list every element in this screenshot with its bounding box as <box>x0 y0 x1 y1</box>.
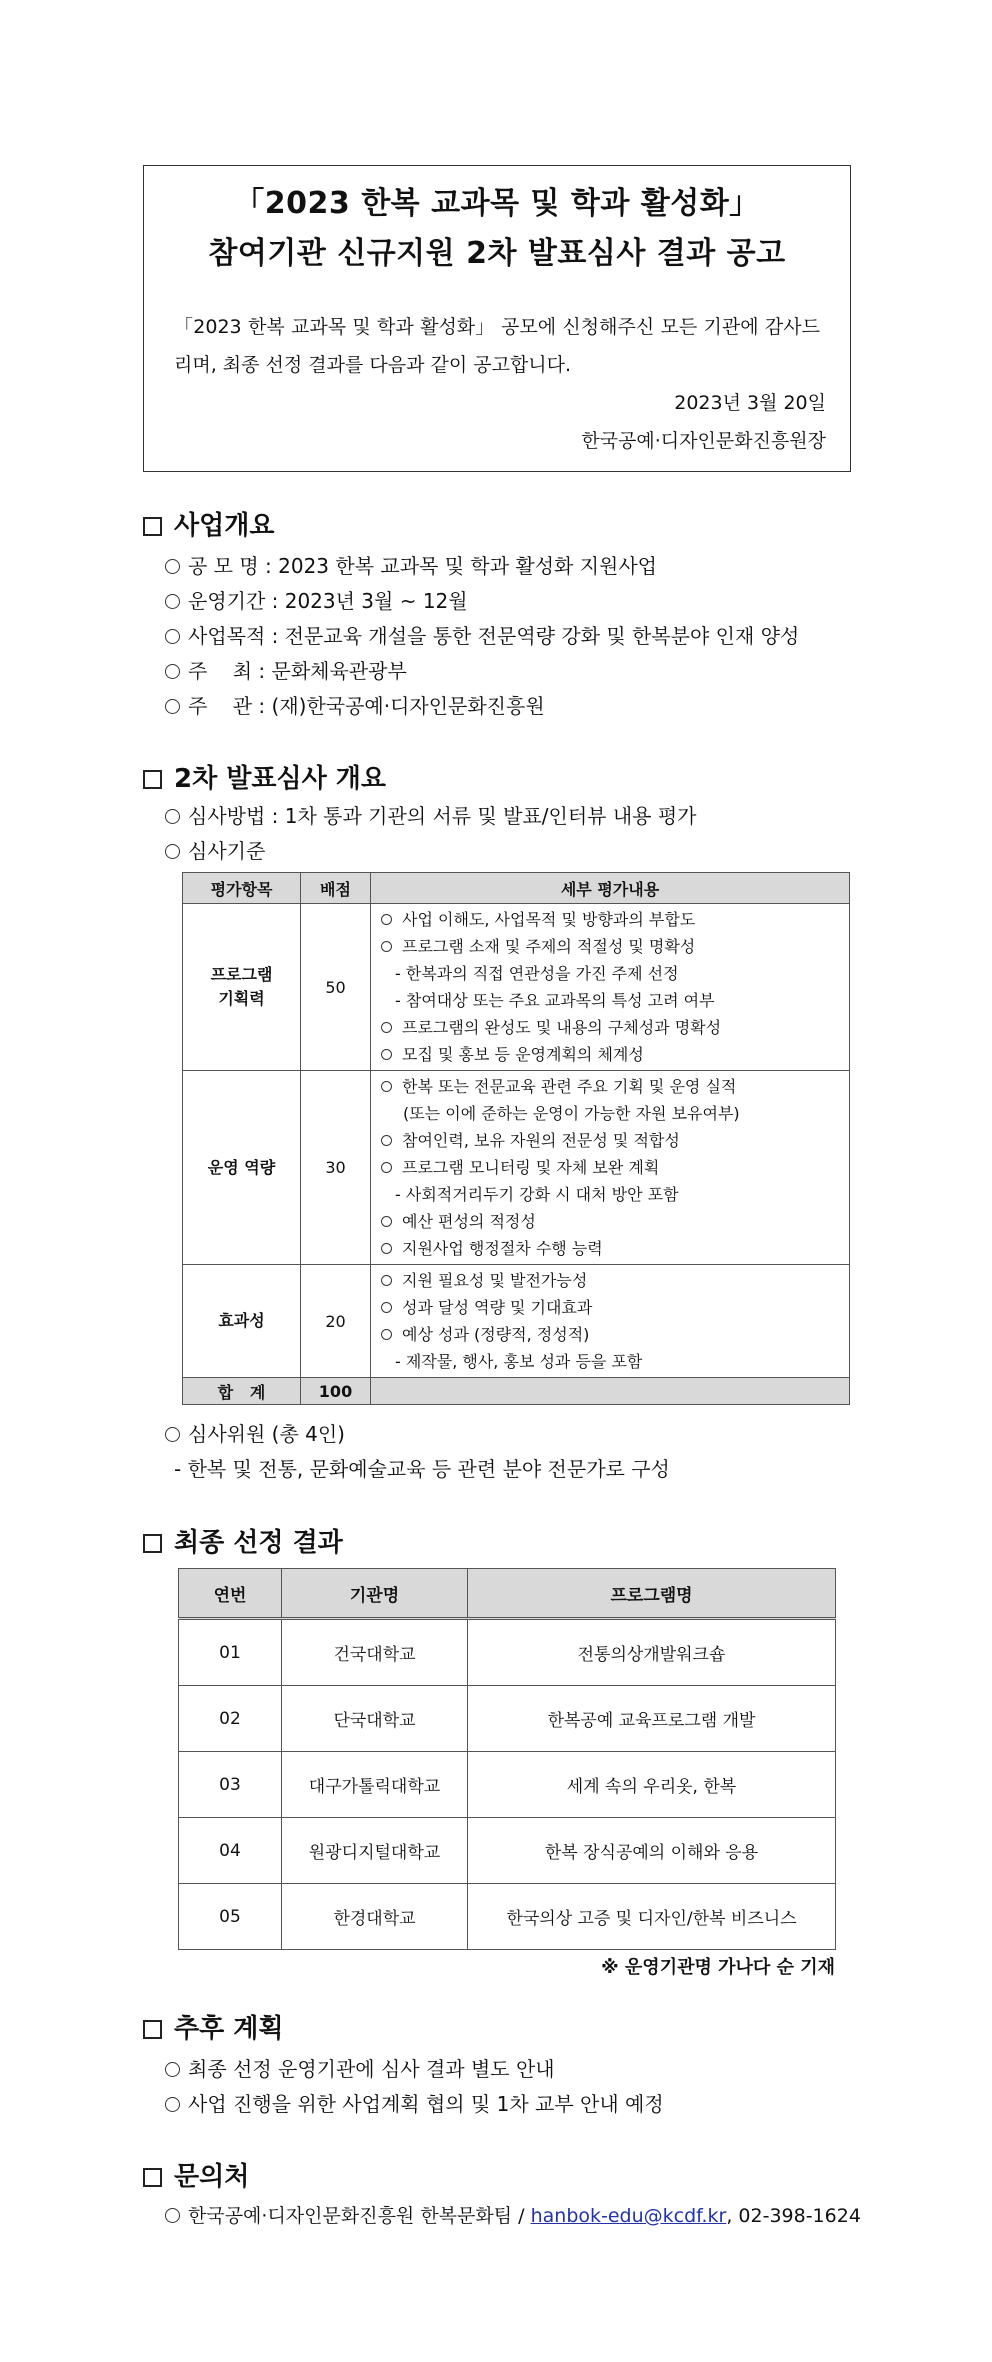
result-org: 대구가톨릭대학교 <box>282 1752 468 1818</box>
contact-email-link[interactable]: hanbok-edu@kcdf.kr <box>530 2205 727 2227</box>
detail-line: 사업 이해도, 사업목적 및 방향과의 부합도 <box>381 906 841 933</box>
result-program: 한복 장식공예의 이해와 응용 <box>468 1818 836 1884</box>
criteria-category: 프로그램 기획력 <box>183 904 301 1071</box>
circle-bullet-icon <box>381 1329 392 1340</box>
table-row <box>179 1884 836 1950</box>
criteria-category: 효과성 <box>183 1265 301 1378</box>
plan-item: 최종 선정 운영기관에 심사 결과 별도 안내 <box>165 2053 555 2082</box>
detail-subline: - 참여대상 또는 주요 교과목의 특성 고려 여부 <box>395 991 715 1010</box>
detail-line: 참여인력, 보유 자원의 전문성 및 적합성 <box>381 1127 841 1154</box>
detail-subline: - 한복과의 직접 연관성을 가진 주제 선정 <box>395 964 679 983</box>
checkbox-square-icon <box>143 2168 162 2187</box>
circle-bullet-icon <box>165 1427 180 1442</box>
col-header: 기관명 <box>282 1569 468 1619</box>
criteria-details <box>371 1071 850 1265</box>
checkbox-square-icon <box>143 770 162 789</box>
circle-bullet-icon <box>165 594 180 609</box>
circle-bullet-icon <box>381 1022 392 1033</box>
detail-line: 예산 편성의 적정성 <box>381 1208 841 1235</box>
circle-bullet-icon <box>381 1216 392 1227</box>
detail-line: 모집 및 홍보 등 운영계획의 체계성 <box>381 1041 841 1068</box>
result-no: 02 <box>179 1686 282 1752</box>
criteria-row-planning <box>183 904 850 1071</box>
title-line-2: 참여기관 신규지원 2차 발표심사 결과 공고 <box>208 236 786 271</box>
circle-bullet-icon <box>381 1243 392 1254</box>
overview-item: 주 관 : (재)한국공예·디자인문화진흥원 <box>165 690 545 719</box>
issuer: 한국공예·디자인문화진흥원장 <box>581 430 826 452</box>
circle-bullet-icon <box>381 941 392 952</box>
criteria-score: 20 <box>301 1265 371 1378</box>
circle-bullet-icon <box>381 1302 392 1313</box>
circle-bullet-icon <box>165 2097 180 2112</box>
results-table <box>178 1568 836 1950</box>
circle-bullet-icon <box>165 809 180 824</box>
circle-bullet-icon <box>165 559 180 574</box>
overview-item: 공 모 명 : 2023 한복 교과목 및 학과 활성화 지원사업 <box>165 550 657 579</box>
review-method: 심사방법 : 1차 통과 기관의 서류 및 발표/인터뷰 내용 평가 <box>165 800 696 829</box>
total-score: 100 <box>301 1378 371 1405</box>
announcement-header-box <box>143 165 851 472</box>
criteria-row-effectiveness <box>183 1265 850 1378</box>
criteria-score: 50 <box>301 904 371 1071</box>
circle-bullet-icon <box>381 1049 392 1060</box>
section-heading-overview: 사업개요 <box>143 505 274 542</box>
detail-line: 지원사업 행정절차 수행 능력 <box>381 1235 841 1262</box>
criteria-details <box>371 904 850 1071</box>
col-header: 연번 <box>179 1569 282 1619</box>
table-row <box>179 1818 836 1884</box>
result-org: 원광디지털대학교 <box>282 1818 468 1884</box>
total-blank <box>371 1378 850 1405</box>
checkbox-square-icon <box>143 517 162 536</box>
circle-bullet-icon <box>381 1162 392 1173</box>
col-header: 평가항목 <box>183 873 301 904</box>
section-heading-plan: 추후 계획 <box>143 2008 284 2045</box>
col-header: 배점 <box>301 873 371 904</box>
detail-subline: - 제작물, 행사, 홍보 성과 등을 포함 <box>395 1352 643 1371</box>
table-row <box>179 1752 836 1818</box>
detail-continuation: (또는 이에 준하는 운영이 가능한 자원 보유여부) <box>403 1104 740 1123</box>
overview-item: 주 최 : 문화체육관광부 <box>165 655 407 684</box>
section-heading-contact: 문의처 <box>143 2156 249 2193</box>
plan-item: 사업 진행을 위한 사업계획 협의 및 1차 교부 안내 예정 <box>165 2088 664 2117</box>
result-program: 전통의상개발워크숍 <box>468 1619 836 1686</box>
circle-bullet-icon <box>165 699 180 714</box>
circle-bullet-icon <box>381 1275 392 1286</box>
contact-line <box>165 2201 861 2228</box>
result-org: 단국대학교 <box>282 1686 468 1752</box>
detail-line: 프로그램의 완성도 및 내용의 구체성과 명확성 <box>381 1014 841 1041</box>
col-header: 세부 평가내용 <box>371 873 850 904</box>
contact-phone: , 02-398-1624 <box>726 2205 861 2227</box>
section-heading-review: 2차 발표심사 개요 <box>143 758 386 795</box>
criteria-total-row <box>183 1378 850 1405</box>
review-criteria-label: 심사기준 <box>165 835 265 864</box>
overview-item: 사업목적 : 전문교육 개설을 통한 전문역량 강화 및 한복분야 인재 양성 <box>165 620 799 649</box>
section-heading-results: 최종 선정 결과 <box>143 1522 343 1559</box>
criteria-details <box>371 1265 850 1378</box>
checkbox-square-icon <box>143 1534 162 1553</box>
result-no: 03 <box>179 1752 282 1818</box>
circle-bullet-icon <box>165 2208 180 2223</box>
results-header-row <box>179 1569 836 1619</box>
checkbox-square-icon <box>143 2020 162 2039</box>
criteria-header-row <box>183 873 850 904</box>
circle-bullet-icon <box>165 629 180 644</box>
result-program: 한복공예 교육프로그램 개발 <box>468 1686 836 1752</box>
result-org: 건국대학교 <box>282 1619 468 1686</box>
review-committee-note: - 한복 및 전통, 문화예술교육 등 관련 분야 전문가로 구성 <box>174 1457 670 1481</box>
detail-line: 성과 달성 역량 및 기대효과 <box>381 1294 841 1321</box>
circle-bullet-icon <box>381 1135 392 1146</box>
result-no: 04 <box>179 1818 282 1884</box>
detail-line: 지원 필요성 및 발전가능성 <box>381 1267 841 1294</box>
announcement-date: 2023년 3월 20일 <box>674 392 826 414</box>
col-header: 프로그램명 <box>468 1569 836 1619</box>
detail-line: 프로그램 모니터링 및 자체 보완 계획 <box>381 1154 841 1181</box>
criteria-table <box>182 872 850 1405</box>
result-program: 세계 속의 우리옷, 한복 <box>468 1752 836 1818</box>
contact-prefix: 한국공예·디자인문화진흥원 한복문화팀 / <box>188 2205 531 2227</box>
circle-bullet-icon <box>381 1081 392 1092</box>
detail-line: 프로그램 소재 및 주제의 적절성 및 명확성 <box>381 933 841 960</box>
circle-bullet-icon <box>165 844 180 859</box>
circle-bullet-icon <box>381 914 392 925</box>
criteria-category: 운영 역량 <box>183 1071 301 1265</box>
criteria-score: 30 <box>301 1071 371 1265</box>
detail-line: 예상 성과 (정량적, 정성적) <box>381 1321 841 1348</box>
criteria-row-operation <box>183 1071 850 1265</box>
results-note: ※ 운영기관명 가나다 순 기재 <box>601 1957 835 1978</box>
detail-line: 한복 또는 전문교육 관련 주요 기획 및 운영 실적 <box>381 1073 841 1100</box>
overview-item: 운영기간 : 2023년 3월 ~ 12월 <box>165 585 468 614</box>
result-no: 01 <box>179 1619 282 1686</box>
circle-bullet-icon <box>165 2062 180 2077</box>
result-no: 05 <box>179 1884 282 1950</box>
circle-bullet-icon <box>165 664 180 679</box>
intro-text: 「2023 한복 교과목 및 학과 활성화」 공모에 신청해주신 모든 기관에 감사드리며, 최종 선정 결과를 다음과 같이 공고합니다. <box>174 316 820 376</box>
detail-subline: - 사회적거리두기 강화 시 대처 방안 포함 <box>395 1185 679 1204</box>
total-label: 합 계 <box>183 1378 301 1405</box>
result-program: 한국의상 고증 및 디자인/한복 비즈니스 <box>468 1884 836 1950</box>
table-row <box>179 1686 836 1752</box>
table-row <box>179 1619 836 1686</box>
result-org: 한경대학교 <box>282 1884 468 1950</box>
title-line-1: 「2023 한복 교과목 및 학과 활성화」 <box>234 186 760 221</box>
review-committee: 심사위원 (총 4인) <box>165 1418 345 1447</box>
